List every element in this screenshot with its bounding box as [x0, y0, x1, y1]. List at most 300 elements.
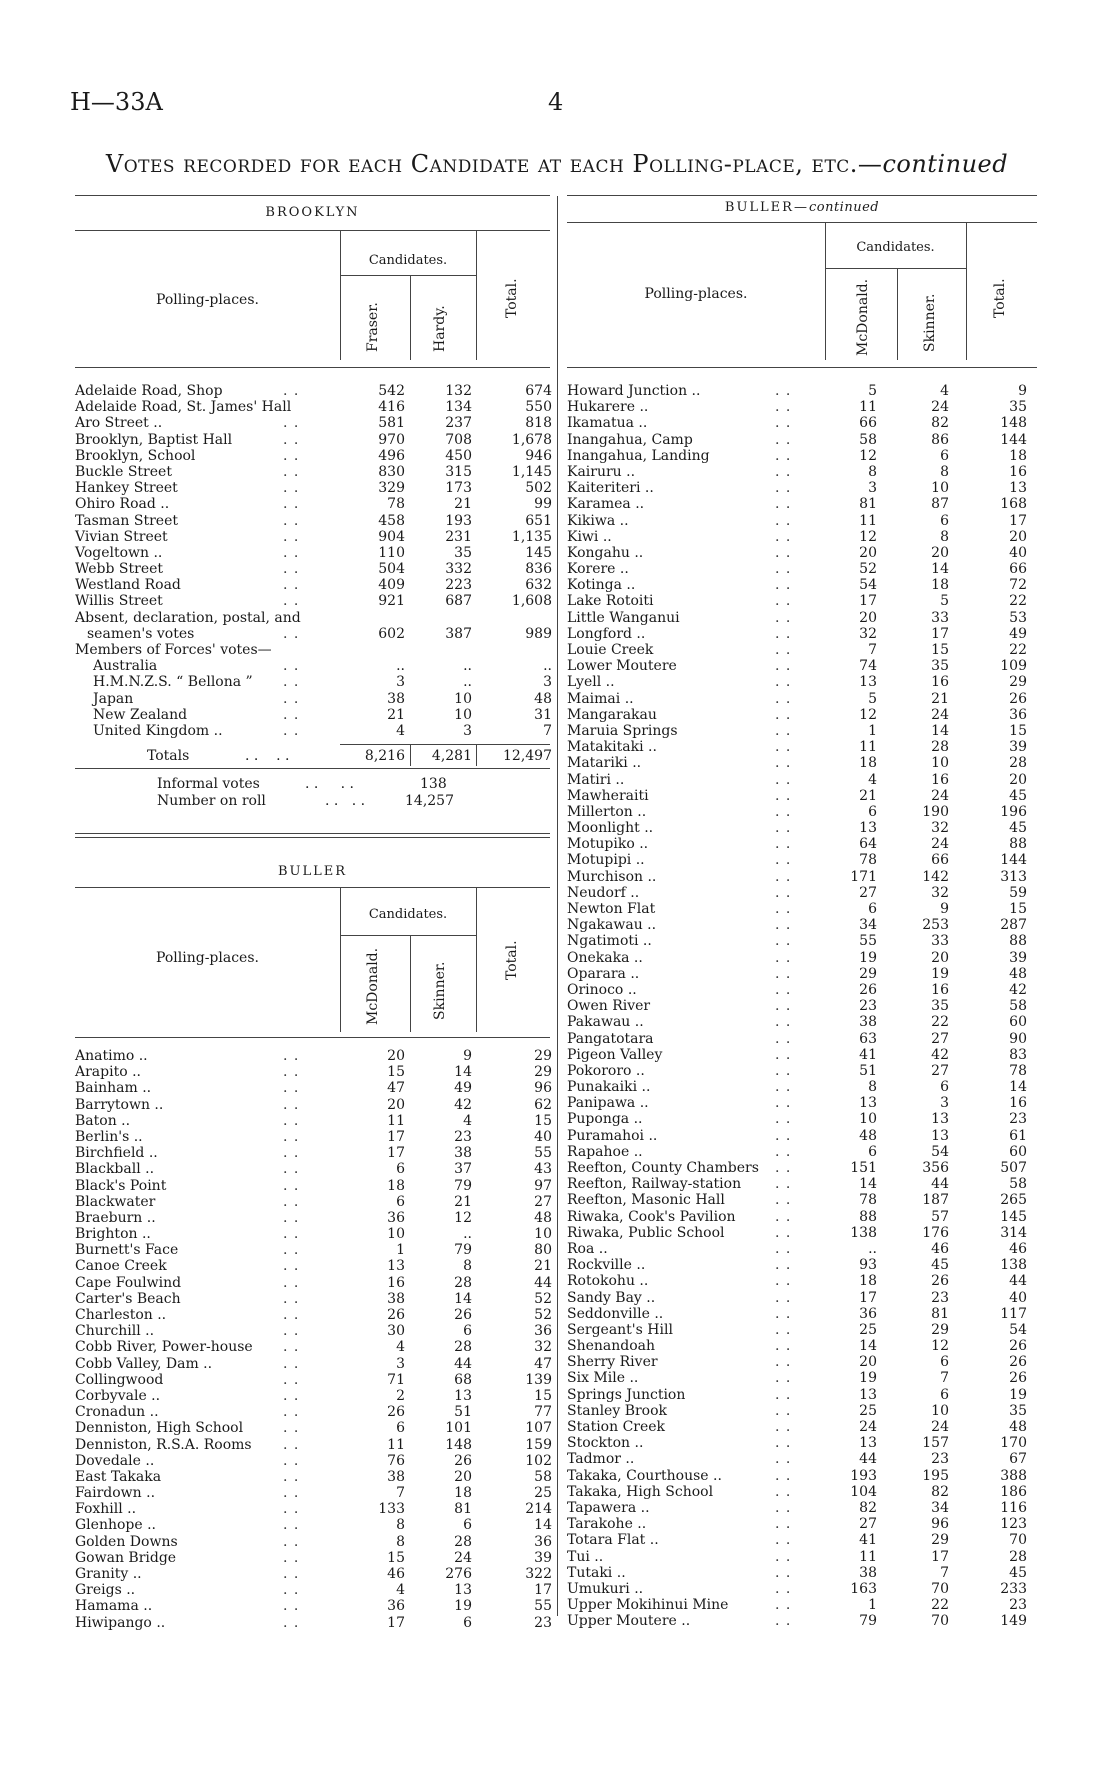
candidate-1-votes: 25 — [859, 1321, 877, 1338]
candidate-1-votes: 496 — [378, 447, 405, 464]
leader-dots: . . — [775, 1030, 792, 1047]
candidate-2-votes: 87 — [931, 496, 949, 513]
candidate-1-votes: 416 — [378, 399, 405, 416]
table-row — [567, 415, 1037, 431]
candidate-2-votes: 450 — [445, 447, 472, 464]
leader-dots: . . — [283, 706, 300, 723]
polling-place-name: Hukarere .. — [567, 399, 649, 416]
total-votes: 40 — [1009, 1289, 1027, 1306]
rule — [567, 367, 1037, 368]
leader-dots: . . — [775, 1208, 792, 1225]
leader-dots: . . — [283, 1323, 300, 1340]
total-votes: 314 — [1000, 1224, 1027, 1241]
candidate-2-votes: 23 — [931, 1289, 949, 1306]
total-votes: 35 — [1009, 1402, 1027, 1419]
total-votes: 58 — [1009, 1176, 1027, 1193]
candidate-2-votes: 79 — [454, 1177, 472, 1194]
table-row — [75, 480, 555, 496]
leader-dots: . . — [283, 1145, 300, 1162]
table-row — [567, 836, 1037, 852]
polling-place-name: Kairuru .. — [567, 463, 636, 480]
total-votes: 23 — [534, 1614, 552, 1631]
polling-place-name: Tadmor .. — [567, 1451, 635, 1468]
candidate-1-votes: 133 — [378, 1501, 405, 1518]
leader-dots: . . — [775, 480, 792, 497]
leader-dots: . . — [283, 528, 300, 545]
candidate-2-votes: 35 — [931, 658, 949, 675]
leader-dots: . . — [775, 383, 792, 399]
table-row — [567, 626, 1037, 642]
candidate-2-votes: 70 — [931, 1613, 949, 1630]
polling-place-name: Golden Downs — [75, 1533, 178, 1550]
candidate-2-votes: 14 — [454, 1064, 472, 1081]
candidate-2-votes: 23 — [931, 1451, 949, 1468]
candidate-2-votes: 24 — [931, 787, 949, 804]
table-row — [567, 1370, 1037, 1386]
table-row — [567, 1063, 1037, 1079]
candidate-1-votes: 48 — [859, 1127, 877, 1144]
table-row — [567, 545, 1037, 561]
candidate-2-votes: 28 — [931, 739, 949, 756]
leader-dots: . . — [775, 1240, 792, 1257]
total-votes: 322 — [525, 1566, 552, 1582]
candidate-2-votes: 26 — [931, 1273, 949, 1290]
total-votes: 145 — [1000, 1208, 1027, 1225]
leader-dots: . . — [775, 1062, 792, 1079]
leader-dots: . . — [283, 1582, 300, 1599]
leader-dots: . . — [775, 1321, 792, 1338]
total-votes: 287 — [1000, 917, 1027, 934]
candidate-2-votes: 10 — [931, 480, 949, 497]
leader-dots: . . — [775, 609, 792, 626]
total-votes: 39 — [534, 1549, 552, 1566]
leader-dots: . . — [775, 1483, 792, 1500]
title-continued: continued — [882, 150, 1009, 178]
table-row — [75, 1469, 555, 1485]
polling-place-name: Sherry River — [567, 1354, 658, 1371]
table-row — [75, 399, 555, 415]
total-votes: 28 — [1009, 755, 1027, 772]
total-votes: 170 — [1000, 1435, 1027, 1452]
table-row — [567, 480, 1037, 496]
leader-dots: . . — [775, 1451, 792, 1468]
total-votes: 22 — [1009, 593, 1027, 610]
candidate-1-votes: 46 — [387, 1566, 405, 1582]
polling-place-name: Kiwi .. — [567, 528, 612, 545]
polling-place-name: Panipawa .. — [567, 1095, 649, 1112]
candidate-1-votes: 26 — [387, 1307, 405, 1323]
total-votes: 29 — [534, 1064, 552, 1081]
polling-place-name: Sergeant's Hill — [567, 1321, 673, 1338]
polling-place-name: Collingwood — [75, 1371, 164, 1388]
brooklyn-informal-row — [75, 776, 555, 794]
total-votes: 59 — [1009, 884, 1027, 901]
candidate-1-votes: 409 — [378, 577, 405, 594]
leader-dots: . . — [775, 1046, 792, 1063]
candidate-1-votes: 13 — [387, 1258, 405, 1275]
leader-dots: . . — [775, 998, 792, 1015]
polling-place-name: Tapawera .. — [567, 1499, 650, 1516]
total-votes: 39 — [1009, 739, 1027, 756]
total-votes: 23 — [1009, 1597, 1027, 1614]
leader-dots: . . — [775, 1305, 792, 1322]
total-votes: 29 — [534, 1048, 552, 1064]
candidate-2-votes: 32 — [931, 884, 949, 901]
polling-place-name: Baton .. — [75, 1112, 131, 1129]
candidate-1-votes: .. — [868, 1240, 877, 1257]
leader-dots: . . — [283, 1193, 300, 1210]
total-votes: .. — [543, 658, 552, 675]
candidate-1-votes: 38 — [859, 1014, 877, 1031]
leader-dots: . . — [283, 625, 300, 642]
leader-dots: . . — [775, 1273, 792, 1290]
candidate-2-votes: 8 — [463, 1258, 472, 1275]
leader-dots: . . — [283, 1307, 300, 1323]
candidate-2-votes: 21 — [454, 496, 472, 513]
polling-place-name: Motupipi .. — [567, 852, 645, 869]
table-row — [567, 464, 1037, 480]
candidate-2-votes: 132 — [445, 383, 472, 399]
total-votes: 26 — [1009, 1370, 1027, 1387]
candidate-2-votes: 3 — [940, 1095, 949, 1112]
leader-dots: . . — [775, 1564, 792, 1581]
candidate-2-votes: 276 — [445, 1566, 472, 1582]
total-votes: 36 — [1009, 706, 1027, 723]
table-row — [75, 610, 555, 626]
candidate-2-votes: 24 — [931, 706, 949, 723]
total-votes: 14 — [1009, 1079, 1027, 1096]
table-row — [567, 901, 1037, 917]
polling-place-name: Kotinga .. — [567, 577, 636, 594]
leader-dots: . . — [775, 933, 792, 950]
buller-cont-candidates-label: Candidates. — [856, 240, 935, 255]
polling-place-name: Station Creek — [567, 1419, 666, 1435]
leader-dots: . . — [775, 803, 792, 820]
candidate-2-votes: 16 — [931, 674, 949, 691]
table-row — [75, 1194, 555, 1210]
leader-dots: . . — [283, 1452, 300, 1469]
polling-place-name: Aro Street .. — [75, 415, 163, 432]
total-votes: 29 — [1009, 674, 1027, 691]
leader-dots: . . — [775, 415, 792, 432]
table-row — [567, 674, 1037, 690]
polling-place-name: Adelaide Road, Shop — [75, 383, 223, 399]
candidate-1-votes: 8 — [868, 463, 877, 480]
leader-dots: . . — [283, 1064, 300, 1081]
table-row — [75, 1615, 555, 1631]
table-row — [567, 399, 1037, 415]
total-votes: 117 — [1000, 1305, 1027, 1322]
total-votes: 48 — [1009, 965, 1027, 982]
candidate-2-votes: 3 — [463, 722, 472, 739]
candidate-1-votes: 10 — [859, 1111, 877, 1128]
total-votes: 168 — [1000, 496, 1027, 513]
leader-dots: . . — [283, 1501, 300, 1518]
candidate-1-votes: 8 — [868, 1079, 877, 1096]
candidate-1-votes: 78 — [387, 496, 405, 513]
candidate-1-votes: 20 — [859, 609, 877, 626]
leader-dots: . . — [775, 706, 792, 723]
candidate-2-votes: 24 — [931, 836, 949, 853]
rule — [75, 230, 550, 231]
rule — [897, 268, 898, 360]
candidate-1-votes: 104 — [850, 1483, 877, 1500]
candidate-2-votes: 5 — [940, 593, 949, 610]
total-votes: 107 — [525, 1420, 552, 1437]
table-row — [75, 1323, 555, 1339]
polling-place-name: Howard Junction .. — [567, 383, 701, 399]
candidate-1-votes: 51 — [859, 1062, 877, 1079]
polling-place-name: Stanley Brook — [567, 1402, 668, 1419]
candidate-2-votes: 24 — [931, 1419, 949, 1435]
candidate-2-votes: 37 — [454, 1161, 472, 1178]
leader-dots: . . — [775, 868, 792, 885]
candidate-1-votes: 11 — [859, 1548, 877, 1565]
candidate-1-votes: 151 — [850, 1160, 877, 1176]
table-row — [567, 1128, 1037, 1144]
candidate-1-votes: 12 — [859, 528, 877, 545]
brooklyn-total-all: 12,497 — [503, 748, 552, 764]
table-row — [75, 1129, 555, 1145]
table-row — [75, 658, 555, 674]
table-row — [75, 464, 555, 480]
candidate-2-votes: 387 — [445, 625, 472, 642]
total-votes: 145 — [525, 544, 552, 561]
table-row — [567, 885, 1037, 901]
polling-place-name: Tarakohe .. — [567, 1516, 647, 1533]
candidate-2-votes: 35 — [931, 998, 949, 1015]
candidate-1-votes: 10 — [387, 1226, 405, 1243]
polling-place-name: Tui .. — [567, 1548, 604, 1565]
total-votes: 109 — [1000, 658, 1027, 675]
candidate-2-votes: 223 — [445, 577, 472, 594]
candidate-2-votes: 44 — [454, 1355, 472, 1372]
candidate-1-votes: 20 — [387, 1096, 405, 1113]
candidate-2-votes: .. — [463, 658, 472, 675]
candidate-2-votes: 49 — [454, 1080, 472, 1097]
candidate-2-votes: .. — [463, 674, 472, 691]
total-votes: 507 — [1000, 1160, 1027, 1176]
title-main: Votes recorded for each Candidate at each Polling-place, etc.— — [105, 150, 883, 178]
candidate-1-votes: 4 — [396, 1582, 405, 1599]
total-votes: 70 — [1009, 1532, 1027, 1549]
table-row — [567, 1387, 1037, 1403]
candidate-2-votes: 33 — [931, 609, 949, 626]
polling-place-name: Puponga .. — [567, 1111, 643, 1128]
leader-dots: . . — [283, 1128, 300, 1145]
table-row — [75, 1145, 555, 1161]
leader-dots: . . — [775, 722, 792, 739]
polling-place-name: Corbyvale .. — [75, 1387, 161, 1404]
leader-dots: . . — [283, 1242, 300, 1259]
table-row — [567, 966, 1037, 982]
polling-place-name: Hiwipango .. — [75, 1614, 166, 1631]
polling-place-name: Seddonville .. — [567, 1305, 664, 1322]
polling-place-name: Pigeon Valley — [567, 1046, 663, 1063]
total-votes: 66 — [1009, 561, 1027, 578]
polling-place-name: Owen River — [567, 998, 651, 1015]
leader-dots: . . — [283, 561, 300, 578]
table-row — [567, 448, 1037, 464]
candidate-1-votes: 36 — [387, 1598, 405, 1615]
total-votes: 31 — [534, 706, 552, 723]
total-votes: 946 — [525, 447, 552, 464]
polling-place-name: Upper Mokihinui Mine — [567, 1597, 729, 1614]
rule — [410, 275, 411, 360]
candidate-1-votes: 17 — [387, 1145, 405, 1162]
total-votes: 47 — [534, 1355, 552, 1372]
table-row — [567, 1241, 1037, 1257]
total-votes: 7 — [543, 722, 552, 739]
table-row — [567, 755, 1037, 771]
total-votes: 45 — [1009, 1564, 1027, 1581]
candidate-2-votes: 9 — [940, 901, 949, 917]
candidate-2-votes: 14 — [454, 1290, 472, 1307]
candidate-1-votes: 47 — [387, 1080, 405, 1097]
candidate-1-votes: 13 — [859, 1095, 877, 1112]
polling-place-name: Absent, declaration, postal, and — [75, 609, 301, 626]
candidate-1-votes: 38 — [387, 1290, 405, 1307]
polling-place-name: Sandy Bay .. — [567, 1289, 656, 1306]
brooklyn-roll-label: Number on roll — [157, 793, 266, 809]
buller-cont-col-mcdonald: McDonald. — [855, 278, 871, 356]
table-row — [567, 982, 1037, 998]
table-row — [567, 707, 1037, 723]
candidate-1-votes: 64 — [859, 836, 877, 853]
table-row — [567, 1095, 1037, 1111]
candidate-1-votes: 14 — [859, 1176, 877, 1193]
candidate-2-votes: 42 — [454, 1096, 472, 1113]
candidate-1-votes: 3 — [396, 1355, 405, 1372]
candidate-2-votes: 16 — [931, 771, 949, 788]
leader-dots: . . — [775, 577, 792, 594]
polling-place-name: Longford .. — [567, 625, 646, 642]
polling-place-name: Anatimo .. — [75, 1048, 148, 1064]
candidate-1-votes: 163 — [850, 1580, 877, 1597]
candidate-1-votes: 3 — [868, 480, 877, 497]
table-row — [75, 1242, 555, 1258]
polling-place-name: Ngakawau .. — [567, 917, 657, 934]
leader-dots: . . — [775, 1532, 792, 1549]
polling-place-name: Cobb River, Power-house — [75, 1339, 253, 1356]
polling-place-name: Members of Forces' votes— — [75, 642, 272, 658]
total-votes: 1,608 — [511, 593, 552, 610]
candidate-2-votes: 42 — [931, 1046, 949, 1063]
polling-place-name: Matariki .. — [567, 755, 642, 772]
candidate-2-votes: 23 — [454, 1128, 472, 1145]
total-votes: 58 — [1009, 998, 1027, 1015]
brooklyn-roll-row — [75, 793, 555, 811]
table-row — [567, 561, 1037, 577]
candidate-1-votes: 78 — [859, 1192, 877, 1209]
candidate-1-votes: 20 — [859, 544, 877, 561]
candidate-1-votes: 25 — [859, 1402, 877, 1419]
table-row — [567, 1500, 1037, 1516]
candidate-2-votes: 187 — [922, 1192, 949, 1209]
brooklyn-total-fraser: 8,216 — [364, 748, 405, 764]
candidate-1-votes: 13 — [859, 674, 877, 691]
candidate-1-votes: 6 — [868, 901, 877, 917]
candidate-2-votes: 44 — [931, 1176, 949, 1193]
polling-place-name: Denniston, High School — [75, 1420, 244, 1437]
candidate-2-votes: 173 — [445, 480, 472, 497]
candidate-2-votes: 7 — [940, 1370, 949, 1387]
leader-dots: . . — [775, 463, 792, 480]
total-votes: 149 — [1000, 1613, 1027, 1630]
table-row — [567, 1322, 1037, 1338]
total-votes: 48 — [1009, 1419, 1027, 1435]
candidate-1-votes: 34 — [859, 917, 877, 934]
table-row — [75, 1339, 555, 1355]
candidate-1-votes: 21 — [387, 706, 405, 723]
polling-place-name: Matiri .. — [567, 771, 625, 788]
candidate-2-votes: 4 — [463, 1112, 472, 1129]
table-row — [75, 1534, 555, 1550]
leader-dots: . . — [283, 1371, 300, 1388]
polling-place-name: Little Wanganui — [567, 609, 680, 626]
table-row — [567, 691, 1037, 707]
leader-dots: . . — [283, 1112, 300, 1129]
candidate-1-votes: 79 — [859, 1613, 877, 1630]
buller-cont-name: BULLER— — [724, 200, 809, 215]
total-votes: 43 — [534, 1161, 552, 1178]
buller-cont-continued: continued — [808, 200, 880, 215]
polling-place-name: Barrytown .. — [75, 1096, 164, 1113]
leader-dots: . . — [775, 1402, 792, 1419]
leader-dots: . . — [283, 1533, 300, 1550]
table-row — [567, 1516, 1037, 1532]
table-row — [567, 1014, 1037, 1030]
leader-dots: . . — [775, 1160, 792, 1176]
table-row — [75, 1420, 555, 1436]
table-row — [567, 610, 1037, 626]
polling-place-name: H.M.N.Z.S. “ Bellona ” — [93, 674, 253, 691]
total-votes: 26 — [1009, 1354, 1027, 1371]
candidate-2-votes: 190 — [922, 803, 949, 820]
candidate-2-votes: 29 — [931, 1321, 949, 1338]
candidate-2-votes: 6 — [463, 1517, 472, 1534]
candidate-2-votes: 27 — [931, 1030, 949, 1047]
leader-dots: . . — [775, 1370, 792, 1387]
candidate-2-votes: 13 — [931, 1127, 949, 1144]
polling-place-name: Oparara .. — [567, 965, 640, 982]
brooklyn-roll-value: 14,257 — [405, 793, 454, 809]
table-row — [75, 1388, 555, 1404]
polling-place-name: Willis Street — [75, 593, 163, 610]
candidate-2-votes: 15 — [931, 642, 949, 658]
leader-dots: . . — [283, 463, 300, 480]
table-row — [567, 1354, 1037, 1370]
leader-dots: . . — [775, 949, 792, 966]
polling-place-name: Brooklyn, School — [75, 447, 196, 464]
table-row — [75, 626, 555, 642]
candidate-2-votes: 68 — [454, 1371, 472, 1388]
candidate-2-votes: 20 — [931, 949, 949, 966]
candidate-1-votes: 19 — [859, 949, 877, 966]
total-votes: 40 — [1009, 544, 1027, 561]
candidate-2-votes: 315 — [445, 463, 472, 480]
candidate-2-votes: 24 — [931, 399, 949, 416]
candidate-1-votes: 138 — [850, 1224, 877, 1241]
candidate-1-votes: 30 — [387, 1323, 405, 1340]
total-votes: 233 — [1000, 1580, 1027, 1597]
candidate-1-votes: 19 — [859, 1370, 877, 1387]
table-row — [567, 950, 1037, 966]
candidate-1-votes: 13 — [859, 1386, 877, 1403]
candidate-1-votes: 6 — [868, 1143, 877, 1160]
leader-dots: . . — [775, 399, 792, 416]
brooklyn-totals-dots: . . . . — [245, 748, 290, 764]
